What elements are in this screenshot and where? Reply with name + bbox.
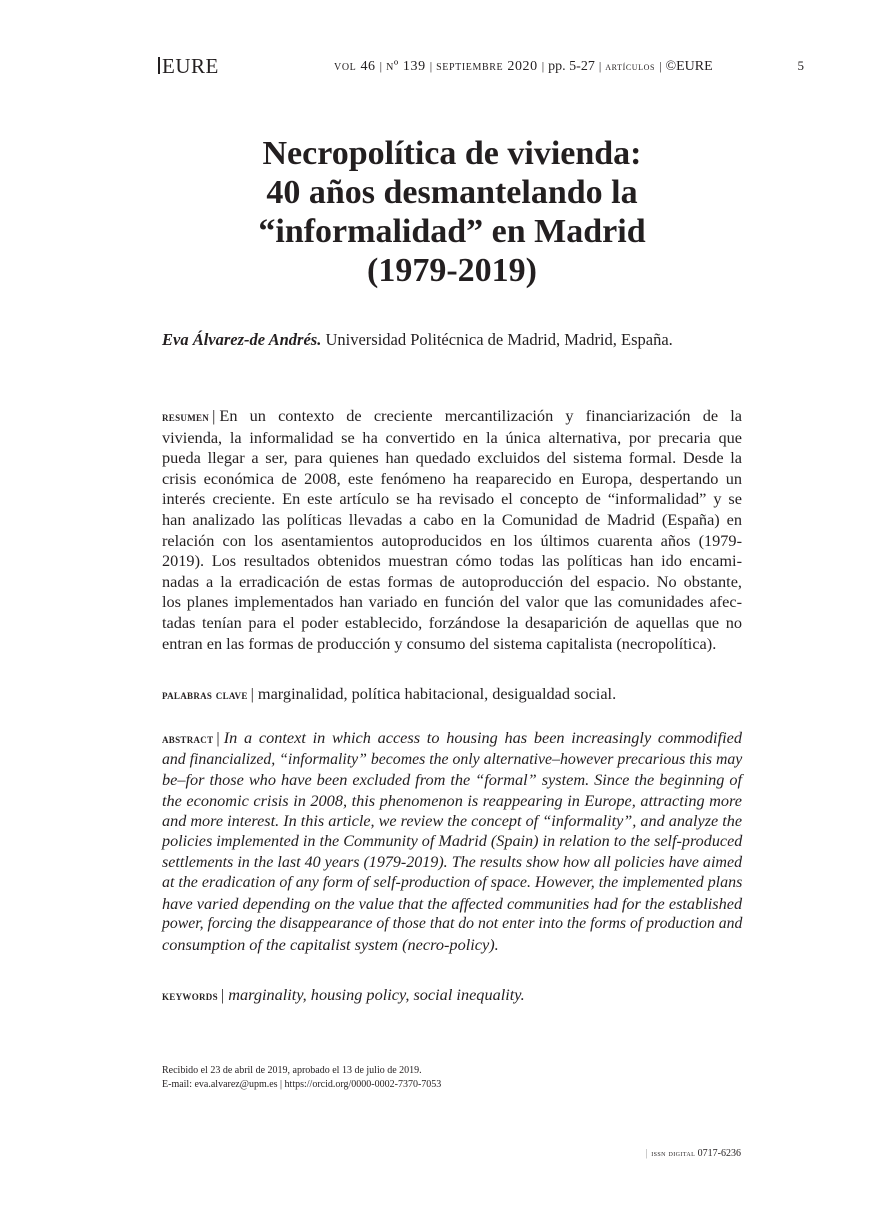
resumen-line: [162, 406, 742, 428]
separator: |: [212, 406, 216, 425]
resumen-line: vivienda, la informalidad se ha convertido en la única alternativa, por precaria que: [162, 427, 742, 447]
abstract-line: have varied depending on the value that the affected communities had for the established: [162, 893, 743, 913]
separator: |: [220, 985, 225, 1004]
abstract-line: consumption of the capitalist system (necro-policy).: [162, 934, 499, 954]
contact-note[interactable]: E-mail: eva.alvarez@upm.es | https://orcid.org/0000-0002-7370-7053: [162, 1079, 442, 1090]
issn-footer: [642, 1148, 741, 1159]
resumen-label: resumen: [162, 409, 210, 424]
separator: |: [645, 1148, 648, 1159]
author-affiliation: Universidad Politécnica de Madrid, Madrid, España.: [325, 330, 673, 349]
resumen-line: crisis económica de 2008, este fenómeno ha reaparecido en Europa, despertando un: [162, 468, 742, 488]
keywords-label: keywords: [162, 988, 218, 1003]
abstract-line: and more interest. In this article, we review the concept of “informality”, and analyze the: [162, 812, 743, 831]
title-line: “informalidad” en Madrid: [258, 213, 646, 250]
issue-info: [334, 59, 713, 75]
resumen-section: [162, 406, 742, 654]
running-header: [158, 56, 810, 80]
article-title: [162, 134, 742, 290]
resumen-line: 2019). Los resultados obtenidos muestran cómo todas las políticas han ido encami-: [162, 551, 742, 571]
author-line: [162, 330, 673, 350]
copyright: ©EURE: [665, 59, 713, 74]
abstract-section: [162, 728, 742, 956]
resumen-line: interés creciente. En este artículo se ha revisado el concepto de “informalidad” y se: [162, 489, 742, 509]
resumen-line: pueda llegar a ser, para quienes han quedado excluidos del sistema formal. Desde la: [162, 448, 742, 468]
separator: |: [541, 59, 545, 73]
author-name: Eva Álvarez-de Andrés.: [162, 330, 322, 349]
issue-number: nº 139: [386, 59, 426, 74]
volume: vol 46: [334, 59, 376, 74]
title-line: (1979-2019): [367, 252, 537, 289]
abstract-line: at the eradication of any form of self-production of space. However, the implemented plans: [162, 874, 743, 892]
abstract-line: settlements in the last 40 years (1979-2019). The results show how all policies have aimed: [162, 853, 743, 871]
issn-label: issn digital: [651, 1148, 696, 1158]
resumen-text: En un contexto de creciente mercantilización y financiarización de la: [219, 406, 742, 425]
abstract-line: power, forcing the disappearance of those that do not enter into the forms of production and: [162, 915, 743, 933]
separator: |: [250, 684, 254, 703]
resumen-line: han analizado las políticas llevadas a cabo en la Comunidad de Madrid (España) en: [162, 509, 742, 529]
title-line: Necropolítica de vivienda:: [262, 135, 642, 172]
journal-logo: [158, 54, 219, 79]
abstract-line: policies implemented in the Community of Madrid (Spain) in relation to the self-produced: [162, 832, 743, 850]
palabras-clave-text: marginalidad, política habitacional, desigualdad social.: [257, 684, 617, 703]
abstract-text: In a context in which access to housing has been increasingly commodified: [223, 728, 742, 747]
separator: |: [379, 59, 383, 73]
page-number: 5: [797, 58, 804, 73]
logo-text: EURE: [162, 54, 219, 78]
abstract-line: and financialized, “informality” becomes the only alternative–however precarious this may: [162, 750, 743, 768]
keywords-section: [162, 985, 742, 1007]
abstract-line: the economic crisis in 2008, this phenomenon is reappearing in Europe, attracting more: [162, 790, 742, 810]
issue-date: septiembre 2020: [436, 59, 538, 74]
resumen-line: los planes implementados han variado en función del valor que las comunidades afec-: [162, 592, 742, 612]
logo-bar: [158, 57, 160, 74]
palabras-clave-line: [162, 684, 742, 706]
title-line: 40 años desmantelando la: [266, 174, 638, 211]
keywords-text: marginality, housing policy, social inequality.: [228, 985, 525, 1004]
resumen-line: relación con los asentamientos autoproducidos en los últimos cuarenta años (1979-: [162, 530, 742, 550]
palabras-clave-section: [162, 684, 742, 706]
section-name: artículos: [605, 59, 656, 73]
resumen-line: tadas tenían para el poder establecido, forzándose la desaparición de aquellas que no: [162, 612, 742, 632]
separator: |: [429, 59, 433, 73]
abstract-line: be–for those who have been excluded from the “formal” system. Since the beginning of: [162, 770, 742, 790]
abstract-label: abstract: [162, 731, 214, 746]
footnotes: [162, 1064, 441, 1092]
separator: |: [598, 59, 602, 73]
separator: |: [216, 728, 220, 747]
resumen-line: nadas a la erradicación de estas formas de autoproducción del espacio. No obstante,: [162, 571, 742, 591]
issn-value: 0717-6236: [697, 1148, 741, 1159]
page-range: pp. 5-27: [548, 59, 595, 74]
separator: |: [659, 59, 662, 73]
palabras-clave-label: palabras clave: [162, 687, 248, 702]
resumen-line: entran en las formas de producción y consumo del sistema capitalista (necropolítica).: [162, 633, 717, 653]
keywords-line: [162, 985, 742, 1007]
received-note: Recibido el 23 de abril de 2019, aprobado el 13 de julio de 2019.: [162, 1065, 422, 1076]
abstract-line: [162, 728, 742, 750]
